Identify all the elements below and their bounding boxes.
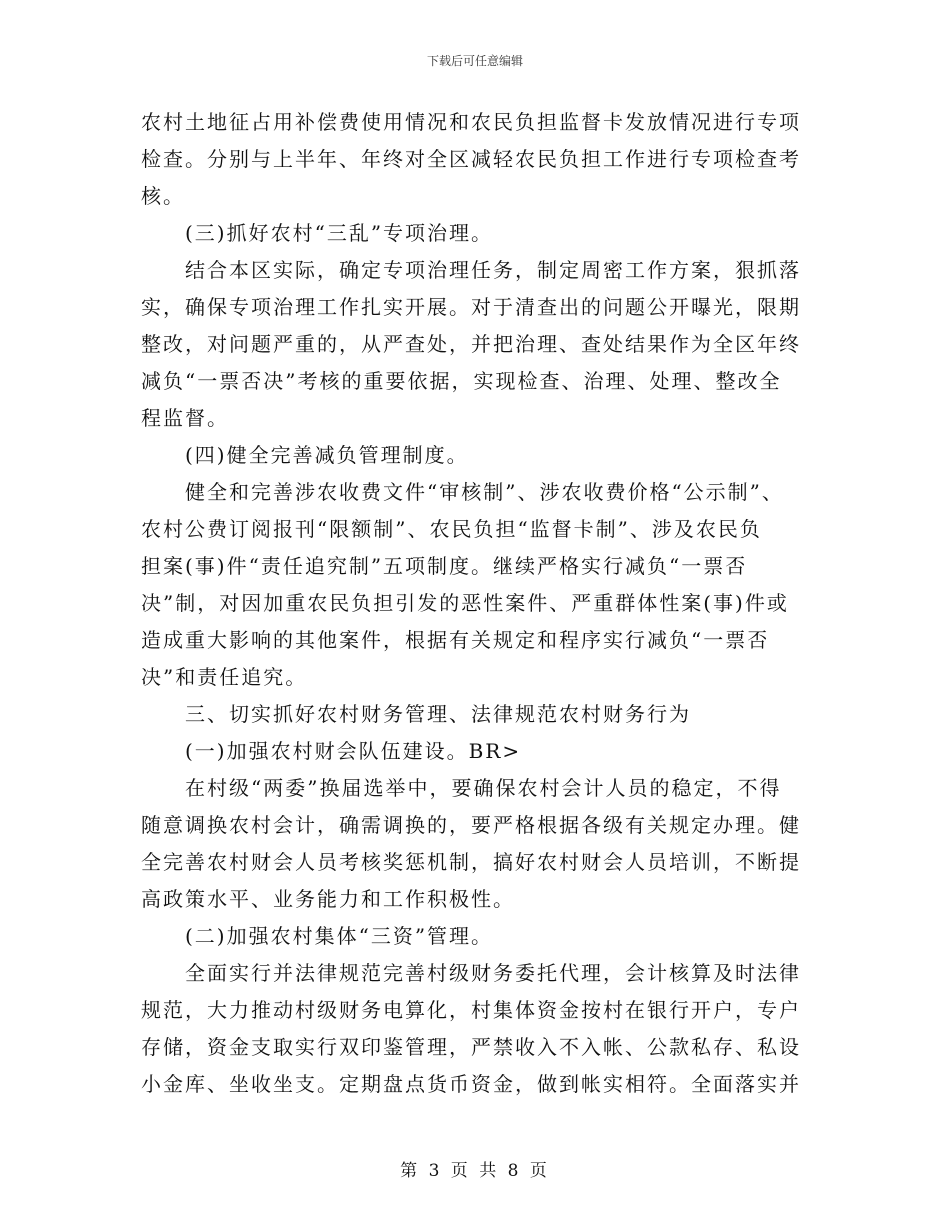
text-line: 检查。分别与上半年、年终对全区减轻农民负担工作进行专项检查考 <box>141 147 801 171</box>
text-line: (四)健全完善减负管理制度。 <box>185 443 469 467</box>
text-line: 随意调换农村会计，确需调换的，要严格根据各级有关规定办理。健 <box>141 813 801 837</box>
text-line: 决”制，对因加重农民负担引发的恶性案件、严重群体性案(事)件或 <box>141 591 789 615</box>
text-line: 实，确保专项治理工作扎实开展。对于清查出的问题公开曝光，限期 <box>141 295 801 319</box>
text-line: 结合本区实际，确定专项治理任务，制定周密工作方案，狠抓落 <box>185 258 801 282</box>
page-number: 第 3 页 共 8 页 <box>400 1161 550 1181</box>
text-line: 核。 <box>141 184 185 208</box>
text-line: 规范，大力推动村级财务电算化，村集体资金按村在银行开户，专户 <box>141 998 801 1022</box>
text-line: 担案(事)件“责任追究制”五项制度。继续严格实行减负“一票否 <box>141 554 748 578</box>
text-line: 整改，对问题严重的，从严查处，并把治理、查处结果作为全区年终 <box>141 332 801 356</box>
text-line: 在村级“两委”换届选举中，要确保农村会计人员的稳定，不得 <box>185 776 782 800</box>
text-line: 程监督。 <box>141 406 229 430</box>
text-line: (一)加强农村财会队伍建设。BR> <box>185 739 522 763</box>
text-line: 高政策水平、业务能力和工作积极性。 <box>141 887 515 911</box>
text-line: 存储，资金支取实行双印鉴管理，严禁收入不入帐、公款私存、私设 <box>141 1035 801 1059</box>
text-line: 三、切实抓好农村财务管理、法律规范农村财务行为 <box>185 702 691 726</box>
text-line: 健全和完善涉农收费文件“审核制”、涉农收费价格“公示制”、 <box>185 480 784 504</box>
page-header: 下载后可任意编辑 <box>426 54 523 68</box>
text-line: (三)抓好农村“三乱”专项治理。 <box>185 221 494 245</box>
text-line: (二)加强农村集体“三资”管理。 <box>185 924 494 948</box>
text-line: 农村土地征占用补偿费使用情况和农民负担监督卡发放情况进行专项 <box>141 110 801 134</box>
text-line: 全完善农村财会人员考核奖惩机制，搞好农村财会人员培训，不断提 <box>141 850 801 874</box>
text-line: 农村公费订阅报刊“限额制”、农民负担“监督卡制”、涉及农民负 <box>141 517 762 541</box>
text-line: 决”和责任追究。 <box>141 665 308 689</box>
text-line: 造成重大影响的其他案件，根据有关规定和程序实行减负“一票否 <box>141 628 770 652</box>
text-line: 小金库、坐收坐支。定期盘点货币资金，做到帐实相符。全面落实并 <box>141 1072 801 1096</box>
text-line: 全面实行并法律规范完善村级财务委托代理，会计核算及时法律 <box>185 961 801 985</box>
document-body <box>141 104 809 1103</box>
text-line: 减负“一票否决”考核的重要依据，实现检查、治理、处理、整改全 <box>141 369 782 393</box>
